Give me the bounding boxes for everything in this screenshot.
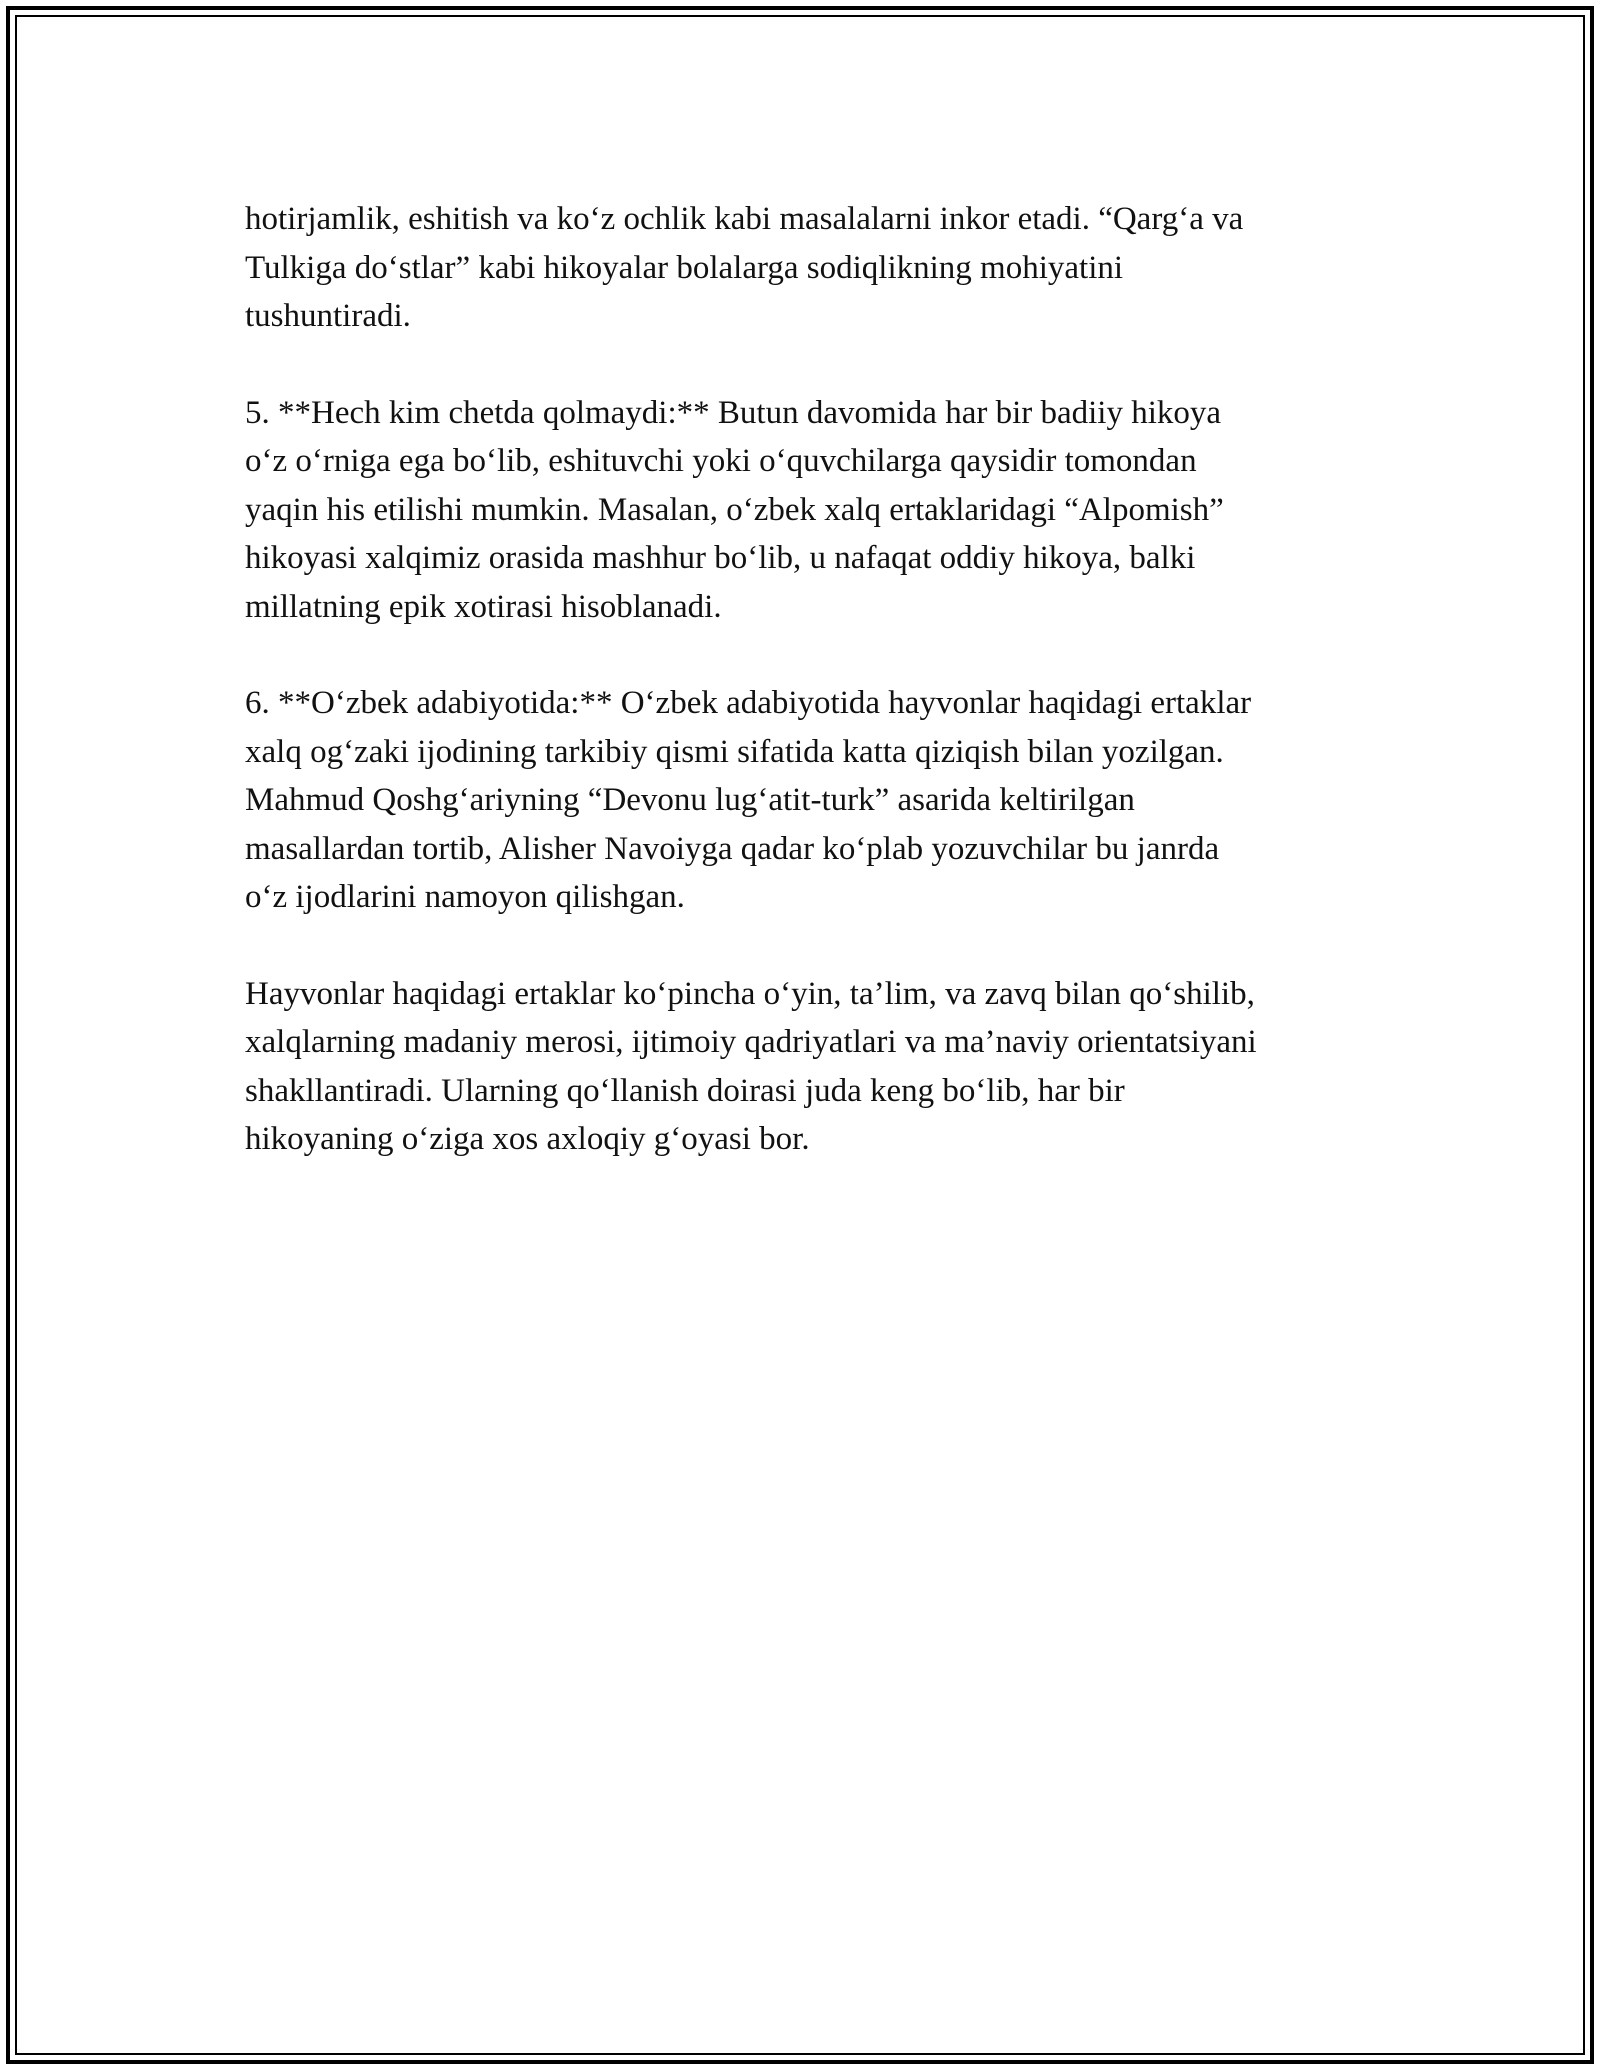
text-line: Tulkiga doʻstlar” kabi hikoyalar bolalarga sodiqlikning mohiyatini (245, 249, 1124, 286)
text-line: Mahmud Qoshgʻariyning “Devonu lugʻatit-turk” asarida keltirilgan (245, 782, 1135, 818)
text-line: masallardan tortib, Alisher Navoiyga qadar koʻplab yozuvchilar bu janrda (245, 830, 1220, 867)
text-line: yaqin his etilishi mumkin. Masalan, oʻzbek xalq ertaklaridagi “Alpomish” (245, 491, 1224, 528)
text-line: shakllantiradi. Ularning qoʻllanish doirasi juda keng boʻlib, har bir (245, 1072, 1125, 1109)
text-line: hotirjamlik, eshitish va koʻz ochlik kabi masalalarni inkor etadi. “Qargʻa va (245, 201, 1244, 237)
text-line: millatning epik xotirasi hisoblanadi. (245, 588, 722, 625)
paragraph-point-6 (245, 679, 1380, 922)
text-line: hikoyaning oʻziga xos axloqiy gʻoyasi bor. (245, 1121, 810, 1157)
text-line: oʻz ijodlarini namoyon qilishgan. (245, 879, 685, 915)
text-line: tushuntiradi. (245, 298, 411, 334)
document-body (245, 195, 1380, 1212)
paragraph-conclusion (245, 970, 1380, 1164)
text-line: xalqlarning madaniy merosi, ijtimoiy qadriyatlari va ma’naviy orientatsiyani (245, 1024, 1257, 1060)
paragraph-point-5 (245, 389, 1380, 632)
text-line: xalq ogʻzaki ijodining tarkibiy qismi sifatida katta qiziqish bilan yozilgan. (245, 733, 1224, 770)
text-line: Hayvonlar haqidagi ertaklar koʻpincha oʻyin, ta’lim, va zavq bilan qoʻshilib, (245, 975, 1255, 1012)
text-line: oʻz oʻrniga ega boʻlib, eshituvchi yoki oʻquvchilarga qaysidir tomondan (245, 443, 1197, 479)
page-border (6, 6, 1594, 2064)
text-line: 6. **Oʻzbek adabiyotida:** Oʻzbek adabiyotida hayvonlar haqidagi ertaklar (245, 685, 1252, 721)
paragraph-continuation (245, 195, 1380, 341)
text-line: hikoyasi xalqimiz orasida mashhur boʻlib, u nafaqat oddiy hikoya, balki (245, 540, 1196, 576)
text-line: 5. **Hech kim chetda qolmaydi:** Butun davomida har bir badiiy hikoya (245, 394, 1222, 431)
